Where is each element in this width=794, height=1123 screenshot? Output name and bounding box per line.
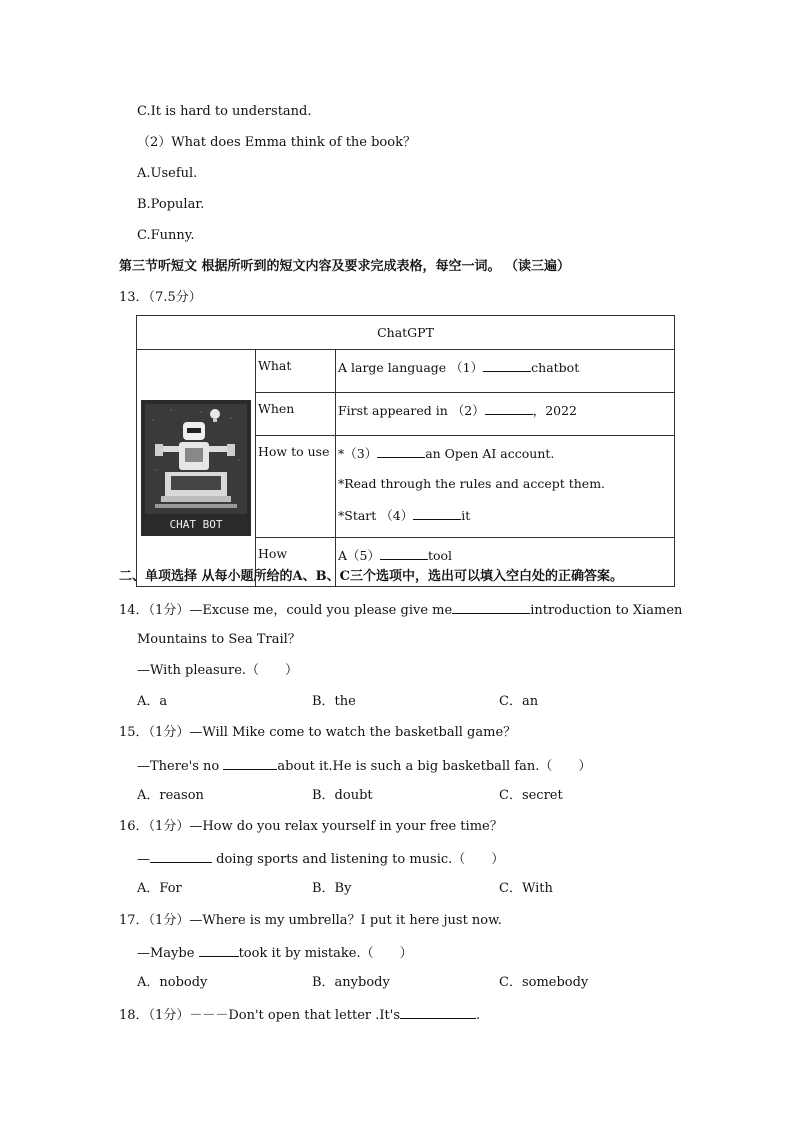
row-what-text: A large language （1） — [338, 360, 484, 375]
question-number: 16．（1分） — [119, 819, 190, 834]
blank-1[interactable] — [483, 358, 531, 372]
question-15-option-c[interactable]: C．secret — [499, 788, 563, 803]
question-15-option-b[interactable]: B．doubt — [312, 788, 373, 803]
how-to-use-step3-end: it — [461, 508, 471, 523]
section3-heading: 第三节听短文 根据所听到的短文内容及要求完成表格，每空一词。 （读三遍） — [119, 259, 571, 274]
row-value-what — [336, 350, 675, 393]
how-to-use-step1: *（3） — [338, 446, 378, 461]
row-what-text-end: chatbot — [531, 360, 580, 375]
question-15-reply — [137, 756, 591, 776]
row-label-how: How — [256, 538, 336, 587]
answer-blank[interactable] — [452, 600, 530, 614]
question-18-stem — [119, 1005, 480, 1025]
row-label-how-to-use: How to use — [256, 436, 336, 538]
row-label-what: What — [256, 350, 336, 393]
row-how-text-end: tool — [427, 548, 453, 563]
answer-blank[interactable] — [400, 1005, 476, 1019]
how-to-use-step1-end: an Open AI account. — [425, 446, 555, 461]
question-number: 14．（1分） — [119, 603, 190, 618]
row-value-when — [336, 393, 675, 436]
chatbot-image-cell — [137, 350, 256, 587]
how-to-use-step2: *Read through the rules and accept them. — [338, 476, 606, 491]
q13-label: 13．（7.5分） — [119, 290, 202, 305]
question-14-option-c[interactable]: C．an — [499, 694, 539, 709]
question-17-stem — [119, 912, 502, 930]
reply-text: —Maybe — [137, 946, 195, 961]
question-text: －－－Don't open that letter .It's — [189, 1008, 401, 1023]
blank-2[interactable] — [485, 401, 533, 415]
question-14-option-a[interactable]: A．a — [137, 694, 168, 709]
q12-subquestion-2: （2）What does Emma think of the book？ — [137, 135, 416, 150]
question-16-reply — [137, 849, 504, 869]
row-value-how-to-use — [336, 436, 675, 538]
question-16-stem — [119, 818, 503, 836]
reply-text-end: took it by mistake.（ ） — [238, 946, 413, 961]
q12-2-option-c: C.Funny. — [137, 228, 195, 243]
how-to-use-step3: *Start （4） — [338, 508, 414, 523]
question-text-end: introduction to Xiamen — [530, 603, 683, 618]
question-16-option-c[interactable]: C．With — [499, 881, 553, 896]
question-text: —How do you relax yourself in your free time？ — [189, 819, 503, 834]
question-text: —Will Mike come to watch the basketball game？ — [189, 725, 517, 740]
blank-5[interactable] — [380, 546, 428, 560]
answer-blank[interactable] — [150, 849, 212, 863]
q12-2-option-b: B.Popular. — [137, 197, 205, 212]
question-number: 17．（1分） — [119, 913, 190, 928]
reply-text: —There's no — [137, 759, 220, 774]
row-label-when: When — [256, 393, 336, 436]
question-14-stem-line2: Mountains to Sea Trail？ — [137, 632, 301, 647]
question-number: 15．（1分） — [119, 725, 190, 740]
question-14-stem — [119, 600, 682, 620]
table-title: ChatGPT — [137, 316, 675, 350]
answer-blank[interactable] — [199, 943, 239, 957]
question-15-option-a[interactable]: A．reason — [137, 788, 204, 803]
chatbot-illustration — [141, 400, 251, 536]
question-text: —Where is my umbrella？I put it here just now. — [189, 913, 502, 928]
row-how-text: A（5） — [338, 548, 380, 563]
question-16-option-a[interactable]: A．For — [137, 881, 182, 896]
question-text: —Excuse me，could you please give me — [189, 603, 453, 618]
q12-option-c: C.It is hard to understand. — [137, 104, 312, 119]
question-17-option-c[interactable]: C．somebody — [499, 975, 589, 990]
question-17-option-b[interactable]: B．anybody — [312, 975, 390, 990]
question-14-reply: —With pleasure.（ ） — [137, 663, 299, 678]
question-15-stem — [119, 724, 516, 742]
question-text-end: . — [476, 1008, 481, 1023]
row-when-text: First appeared in （2） — [338, 403, 485, 418]
row-when-text-end: ，2022 — [532, 403, 577, 418]
question-17-option-a[interactable]: A．nobody — [137, 975, 208, 990]
question-16-option-b[interactable]: B．By — [312, 881, 352, 896]
reply-text-end: about it.He is such a big basketball fan.（ ） — [277, 759, 592, 774]
part2-heading: 二、单项选择 从每小题所给的A、B、C三个选项中，选出可以填入空白处的正确答案。 — [119, 569, 623, 584]
question-17-reply — [137, 943, 413, 963]
reply-text: — — [137, 852, 150, 867]
blank-3[interactable] — [377, 444, 425, 458]
reply-text-end: doing sports and listening to music.（ ） — [216, 852, 505, 867]
q12-2-option-a: A.Useful. — [137, 166, 198, 181]
chatgpt-table — [136, 315, 675, 587]
blank-4[interactable] — [413, 506, 461, 520]
question-14-option-b[interactable]: B．the — [312, 694, 356, 709]
image-caption: CHAT BOT — [169, 518, 223, 531]
question-number: 18．（1分） — [119, 1008, 190, 1023]
answer-blank[interactable] — [223, 756, 277, 770]
